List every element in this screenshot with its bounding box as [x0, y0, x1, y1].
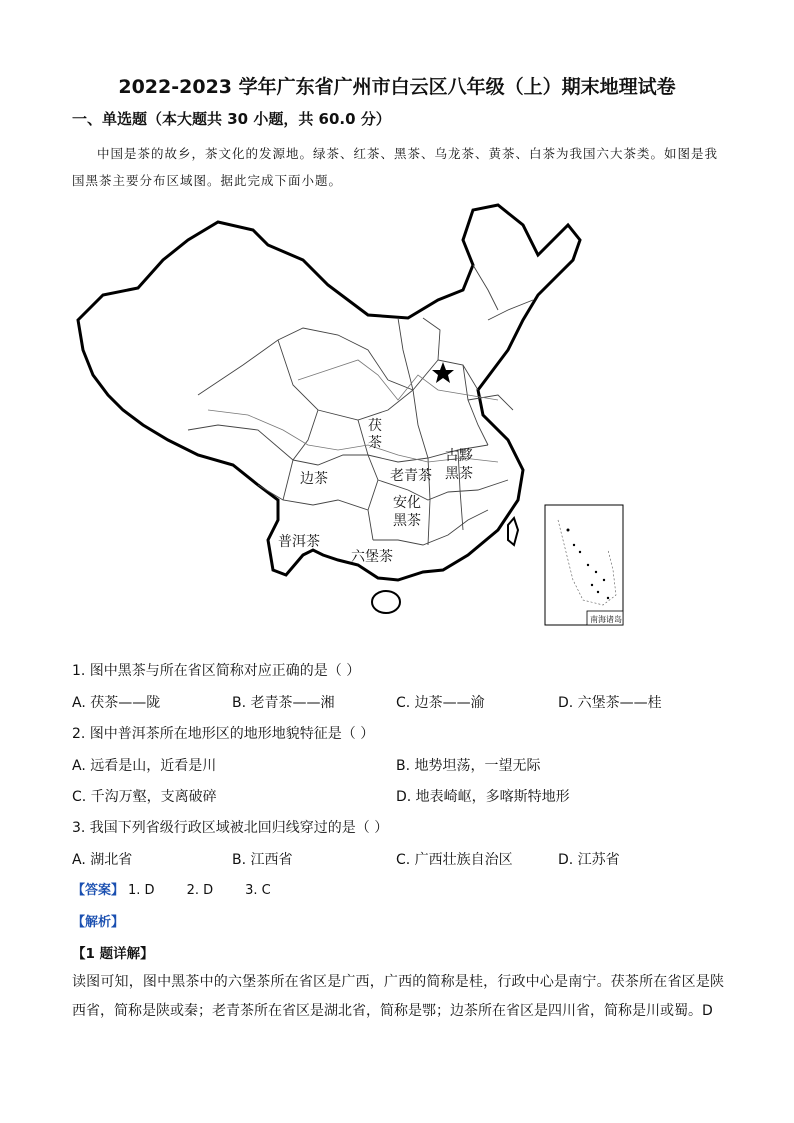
section-heading: 一、单选题（本大题共 30 小题，共 60.0 分）: [72, 110, 391, 128]
question-2-option-a[interactable]: A. 远看是山，近看是川: [72, 758, 217, 774]
china-outline: [78, 205, 580, 580]
question-3-stem: 3. 我国下列省级行政区域被北回归线穿过的是（ ）: [72, 820, 389, 836]
answer-tag: 【答案】: [72, 883, 125, 898]
answer-2: 2. D: [186, 883, 214, 898]
answer-3: 3. C: [245, 883, 271, 898]
question-3-option-c[interactable]: C. 广西壮族自治区: [396, 852, 513, 868]
inset-label: 南海诸岛: [590, 615, 622, 624]
detail-title: 【1 题详解】: [72, 946, 154, 962]
map-label-guyi-1: 古黟: [445, 448, 473, 464]
page-title: 2022-2023 学年广东省广州市白云区八年级（上）期末地理试卷: [118, 76, 676, 98]
south-china-sea-inset: [545, 505, 623, 625]
beijing-star-icon: [432, 362, 454, 383]
answer-1: 1. D: [128, 883, 155, 898]
china-dark-tea-map: [68, 200, 630, 630]
taiwan-island: [508, 518, 518, 545]
map-label-liubao: 六堡茶: [351, 549, 393, 565]
map-label-anhua-1: 安化: [393, 495, 421, 511]
question-1-stem: 1. 图中黑茶与所在省区简称对应正确的是（ ）: [72, 663, 361, 679]
question-2-option-b[interactable]: B. 地势坦荡，一望无际: [396, 758, 541, 774]
question-3-option-b[interactable]: B. 江西省: [232, 852, 293, 868]
question-3-option-a[interactable]: A. 湖北省: [72, 852, 133, 868]
question-1-option-d[interactable]: D. 六堡茶——桂: [558, 695, 662, 711]
question-2-option-d[interactable]: D. 地表崎岖，多喀斯特地形: [396, 789, 570, 805]
question-2-option-c[interactable]: C. 千沟万壑，支离破碎: [72, 789, 217, 805]
map-label-fu-1: 茯: [368, 418, 382, 434]
map-label-anhua-2: 黑茶: [393, 513, 421, 529]
answer-line: [72, 879, 299, 898]
question-2-stem: 2. 图中普洱茶所在地形区的地形地貌特征是（ ）: [72, 726, 375, 742]
question-1-option-b[interactable]: B. 老青茶——湘: [232, 695, 335, 711]
detail-paragraph: 读图可知，图中黑茶中的六堡茶所在省区是广西，广西的简称是桂，行政中心是南宁。茯茶所在省区是陕西省，简称是陕或秦；老青茶所在省区是湖北省，简称是鄂；边茶所在省区是四川省，简称是川或蜀。D: [72, 974, 724, 1019]
question-1-option-c[interactable]: C. 边茶——渝: [396, 695, 485, 711]
question-1-option-a[interactable]: A. 茯茶——陇: [72, 695, 161, 711]
map-label-guyi-2: 黑茶: [445, 466, 473, 482]
map-label-bian: 边茶: [300, 471, 328, 487]
intro-paragraph: 中国是茶的故乡，茶文化的发源地。绿茶、红茶、黑茶、乌龙茶、黄茶、白茶为我国六大茶类。如图是我国黑茶主要分布区域图。据此完成下面小题。: [72, 146, 719, 188]
rivers: [208, 360, 498, 462]
map-label-fu-2: 茶: [368, 435, 382, 451]
analysis-tag: 【解析】: [72, 915, 125, 930]
hainan-island: [372, 591, 400, 613]
map-label-puer: 普洱茶: [278, 534, 320, 550]
question-3-option-d[interactable]: D. 江苏省: [558, 852, 620, 868]
map-label-laoqing: 老青茶: [390, 468, 432, 484]
